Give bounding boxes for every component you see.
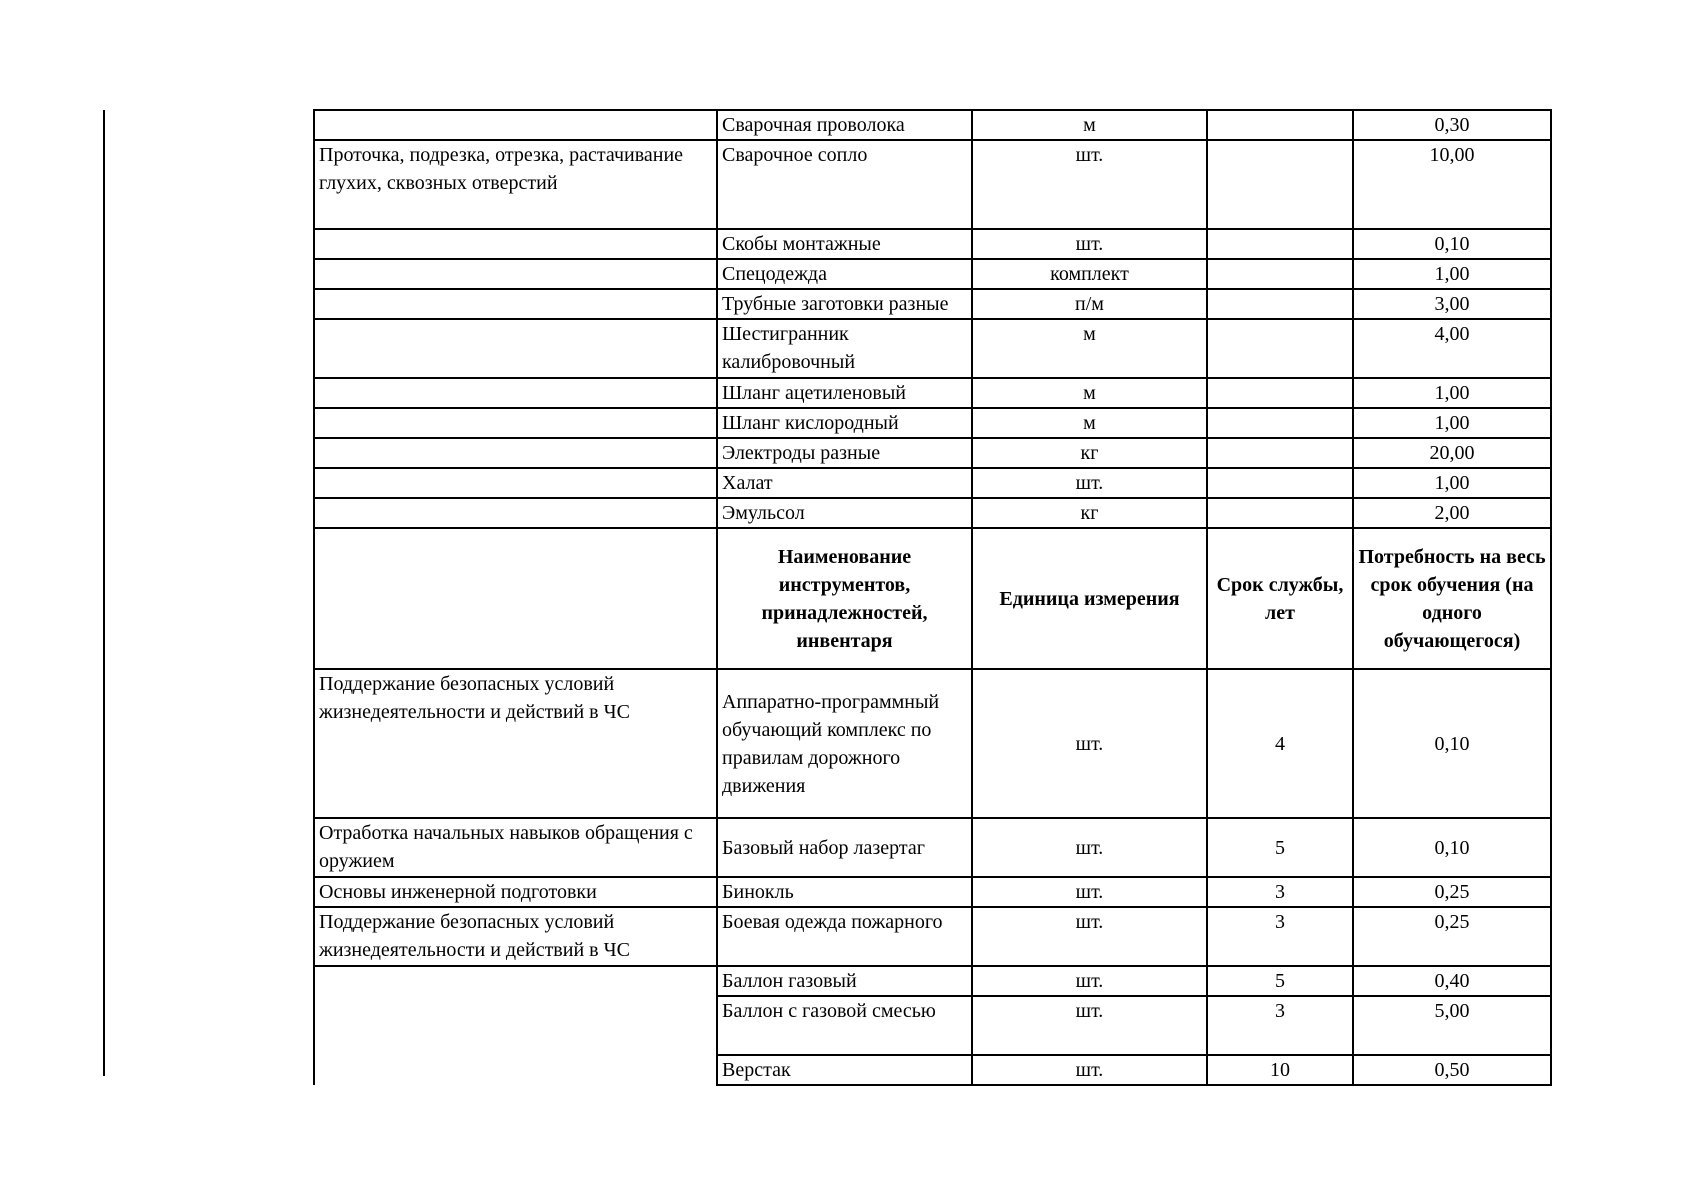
section-cell (314, 289, 717, 319)
need-cell: 1,00 (1353, 259, 1551, 289)
table-row (314, 110, 1551, 140)
item-cell: Трубные заготовки разные (717, 289, 972, 319)
item-cell: Электроды разные (717, 438, 972, 468)
item-cell: Сварочное сопло (717, 140, 972, 229)
item-cell: Базовый набор лазертаг (717, 818, 972, 877)
item-cell: Эмульсол (717, 498, 972, 528)
need-cell: 4,00 (1353, 319, 1551, 378)
item-cell: Баллон газовый (717, 966, 972, 996)
section-cell: Поддержание безопасных условий жизнедеятельности и действий в ЧС (314, 907, 717, 966)
section-cell (314, 996, 717, 1055)
term-cell (1207, 140, 1353, 229)
section-cell (314, 468, 717, 498)
item-cell: Аппаратно-программный обучающий комплекс по правилам дорожного движения (717, 669, 972, 818)
section-cell: Отработка начальных навыков обращения с оружием (314, 818, 717, 877)
table-row (314, 877, 1551, 907)
term-cell: 5 (1207, 966, 1353, 996)
header-name-cell: Наименование инструментов, принадлежностей, инвентаря (717, 528, 972, 669)
table-row (314, 498, 1551, 528)
page-left-border (103, 110, 105, 1076)
term-cell: 5 (1207, 818, 1353, 877)
table-row (314, 408, 1551, 438)
need-cell: 1,00 (1353, 408, 1551, 438)
unit-cell: м (972, 408, 1207, 438)
section-cell: Проточка, подрезка, отрезка, растачивание глухих, сквозных отверстий (314, 140, 717, 229)
item-cell: Бинокль (717, 877, 972, 907)
item-cell: Спецодежда (717, 259, 972, 289)
need-cell: 10,00 (1353, 140, 1551, 229)
term-cell (1207, 289, 1353, 319)
section-cell (314, 498, 717, 528)
unit-cell: м (972, 319, 1207, 378)
table-row (314, 140, 1551, 229)
section-cell (314, 319, 717, 378)
section-cell (314, 966, 717, 996)
term-cell (1207, 378, 1353, 408)
need-cell: 0,25 (1353, 907, 1551, 966)
need-cell: 0,40 (1353, 966, 1551, 996)
unit-cell: п/м (972, 289, 1207, 319)
unit-cell: шт. (972, 140, 1207, 229)
term-cell (1207, 438, 1353, 468)
term-cell (1207, 498, 1353, 528)
unit-cell: м (972, 378, 1207, 408)
table-row (314, 289, 1551, 319)
section-cell: Поддержание безопасных условий жизнедеятельности и действий в ЧС (314, 669, 717, 818)
term-cell (1207, 468, 1353, 498)
section-cell (314, 438, 717, 468)
need-cell: 0,10 (1353, 229, 1551, 259)
unit-cell: шт. (972, 229, 1207, 259)
term-cell (1207, 259, 1353, 289)
need-cell: 1,00 (1353, 468, 1551, 498)
item-cell: Баллон с газовой смесью (717, 996, 972, 1055)
unit-cell: кг (972, 498, 1207, 528)
section-cell (314, 229, 717, 259)
table-row (314, 259, 1551, 289)
need-cell: 0,10 (1353, 669, 1551, 818)
equipment-table (313, 109, 1552, 1086)
unit-cell: шт. (972, 1055, 1207, 1085)
term-cell (1207, 229, 1353, 259)
section-cell: Основы инженерной подготовки (314, 877, 717, 907)
unit-cell: кг (972, 438, 1207, 468)
term-cell: 3 (1207, 877, 1353, 907)
table-header-row (314, 528, 1551, 669)
table-row (314, 319, 1551, 378)
term-cell: 4 (1207, 669, 1353, 818)
section-cell (314, 110, 717, 140)
need-cell: 0,10 (1353, 818, 1551, 877)
term-cell: 10 (1207, 1055, 1353, 1085)
header-need-cell: Потребность на весь срок обучения (на одного обучающегося) (1353, 528, 1551, 669)
header-section-cell (314, 528, 717, 669)
unit-cell: шт. (972, 996, 1207, 1055)
table-row (314, 229, 1551, 259)
table-row (314, 907, 1551, 966)
section-cell (314, 259, 717, 289)
need-cell: 0,30 (1353, 110, 1551, 140)
table-row (314, 669, 1551, 818)
item-cell: Сварочная проволока (717, 110, 972, 140)
table-row (314, 818, 1551, 877)
unit-cell: шт. (972, 966, 1207, 996)
table-row (314, 438, 1551, 468)
item-cell: Верстак (717, 1055, 972, 1085)
table-row (314, 378, 1551, 408)
need-cell: 5,00 (1353, 996, 1551, 1055)
unit-cell: м (972, 110, 1207, 140)
table-row (314, 468, 1551, 498)
need-cell: 2,00 (1353, 498, 1551, 528)
section-cell (314, 408, 717, 438)
term-cell: 3 (1207, 996, 1353, 1055)
need-cell: 0,25 (1353, 877, 1551, 907)
item-cell: Шланг ацетиленовый (717, 378, 972, 408)
table-row (314, 1055, 1551, 1085)
unit-cell: шт. (972, 877, 1207, 907)
section-cell (314, 378, 717, 408)
table-row (314, 996, 1551, 1055)
item-cell: Шланг кислородный (717, 408, 972, 438)
item-cell: Боевая одежда пожарного (717, 907, 972, 966)
unit-cell: шт. (972, 907, 1207, 966)
need-cell: 20,00 (1353, 438, 1551, 468)
table-row (314, 966, 1551, 996)
unit-cell: комплект (972, 259, 1207, 289)
item-cell: Шестигранник калибровочный (717, 319, 972, 378)
need-cell: 1,00 (1353, 378, 1551, 408)
item-cell: Скобы монтажные (717, 229, 972, 259)
term-cell (1207, 408, 1353, 438)
header-term-cell: Срок службы, лет (1207, 528, 1353, 669)
need-cell: 0,50 (1353, 1055, 1551, 1085)
term-cell (1207, 110, 1353, 140)
need-cell: 3,00 (1353, 289, 1551, 319)
header-unit-cell: Единица измерения (972, 528, 1207, 669)
unit-cell: шт. (972, 468, 1207, 498)
section-cell (314, 1055, 717, 1085)
unit-cell: шт. (972, 669, 1207, 818)
term-cell (1207, 319, 1353, 378)
term-cell: 3 (1207, 907, 1353, 966)
item-cell: Халат (717, 468, 972, 498)
unit-cell: шт. (972, 818, 1207, 877)
